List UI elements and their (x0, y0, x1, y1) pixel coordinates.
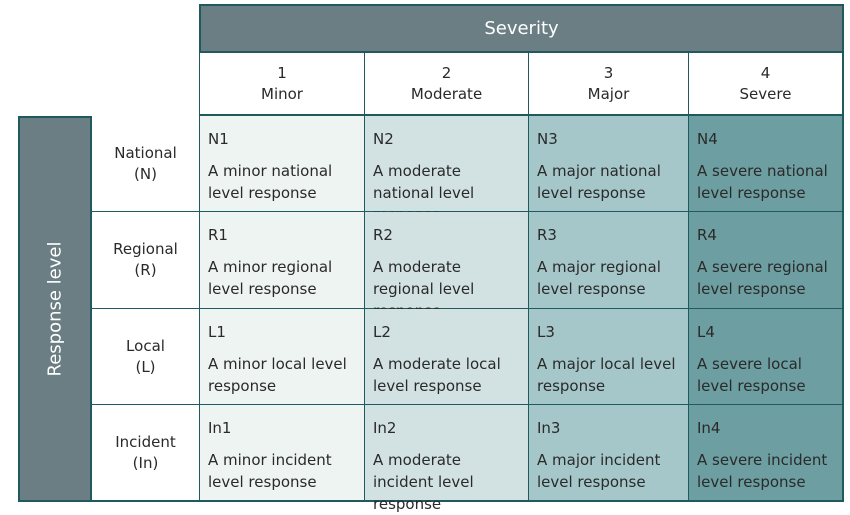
cell-description: A major local level response (537, 355, 676, 395)
cell-description: A moderate regional level (373, 258, 475, 298)
cell-description: A severe regional level response (697, 258, 828, 298)
severity-title: Severity (484, 18, 559, 39)
matrix-cell-r1 (199, 212, 364, 309)
cell-description: A minor regional level response (208, 258, 333, 298)
matrix-cell-n1 (199, 116, 364, 212)
row-header-name: National (114, 143, 177, 162)
matrix-cell-r4 (688, 212, 844, 309)
severity-column-header-1 (199, 53, 364, 116)
severity-number: 4 (760, 63, 771, 82)
matrix-cell-l4 (688, 309, 844, 405)
row-header-incident (92, 405, 199, 502)
matrix-cell-in2 (364, 405, 528, 513)
matrix-cell-l1 (199, 309, 364, 405)
cell-description: A minor national level response (208, 162, 333, 202)
severity-number: 2 (441, 63, 452, 82)
cell-code: In3 (537, 419, 561, 437)
row-header-name: Incident (115, 432, 176, 451)
row-header-name: Regional (113, 240, 178, 258)
matrix-cell-in3 (528, 405, 688, 502)
cell-description: A major national level response (537, 162, 661, 202)
row-header-name: Local (126, 336, 165, 355)
row-header-national (92, 116, 199, 212)
matrix-cell-r3 (528, 212, 688, 309)
cell-code: In1 (208, 419, 232, 437)
matrix-cell-l2 (364, 309, 528, 405)
row-header-abbr: (L) (135, 357, 156, 376)
cell-code: N2 (373, 130, 394, 148)
cell-code: R2 (373, 226, 393, 244)
severity-label: Major (587, 84, 630, 103)
cell-description: A moderate local level response (373, 355, 501, 395)
matrix-cell-n4 (688, 116, 844, 212)
cell-code: L3 (537, 323, 555, 341)
row-header-regional (92, 212, 199, 309)
row-header-abbr: (In) (132, 453, 159, 472)
severity-number: 1 (277, 63, 287, 82)
cell-description: A severe incident level response (697, 451, 828, 491)
cell-code: In4 (697, 419, 721, 437)
cell-description: A minor local level response (208, 355, 347, 395)
cell-description: A severe local level response (697, 355, 806, 395)
cell-code: N3 (537, 130, 558, 148)
severity-number: 3 (603, 63, 614, 82)
cell-code: N1 (208, 130, 229, 148)
cell-description: A severe national level response (697, 162, 828, 202)
cell-code: L1 (208, 323, 226, 341)
row-header-local (92, 309, 199, 405)
response-level-header (18, 116, 92, 502)
severity-label: Minor (261, 84, 303, 103)
cell-description: A major incident level response (537, 451, 661, 491)
severity-label: Severe (739, 84, 792, 103)
cell-description: A major regional level response (537, 258, 661, 298)
cell-code: L2 (373, 323, 391, 341)
cell-code: R1 (208, 226, 228, 244)
severity-label: Moderate (410, 84, 483, 103)
cell-description: A moderate national level (373, 162, 475, 202)
cell-description: A minor incident level response (208, 451, 332, 491)
cell-code: R3 (537, 226, 557, 244)
matrix-cell-r2 (364, 212, 528, 309)
severity-column-header-2 (364, 53, 528, 116)
severity-column-header-3 (528, 53, 688, 116)
response-level-title: Response level (44, 241, 66, 377)
cell-code: L4 (697, 323, 715, 341)
matrix-cell-l3 (528, 309, 688, 405)
matrix-cell-n2 (364, 116, 528, 212)
matrix-cell-n3 (528, 116, 688, 212)
severity-column-header-4 (688, 53, 844, 116)
severity-header (199, 4, 844, 53)
matrix-cell-in4 (688, 405, 844, 502)
row-header-abbr: (N) (134, 164, 157, 183)
cell-description: A moderate incident level response (373, 451, 474, 513)
cell-code: In2 (373, 419, 397, 437)
matrix-cell-in1 (199, 405, 364, 502)
cell-code: N4 (697, 130, 718, 148)
row-header-abbr: (R) (134, 261, 157, 279)
cell-code: R4 (697, 226, 717, 244)
